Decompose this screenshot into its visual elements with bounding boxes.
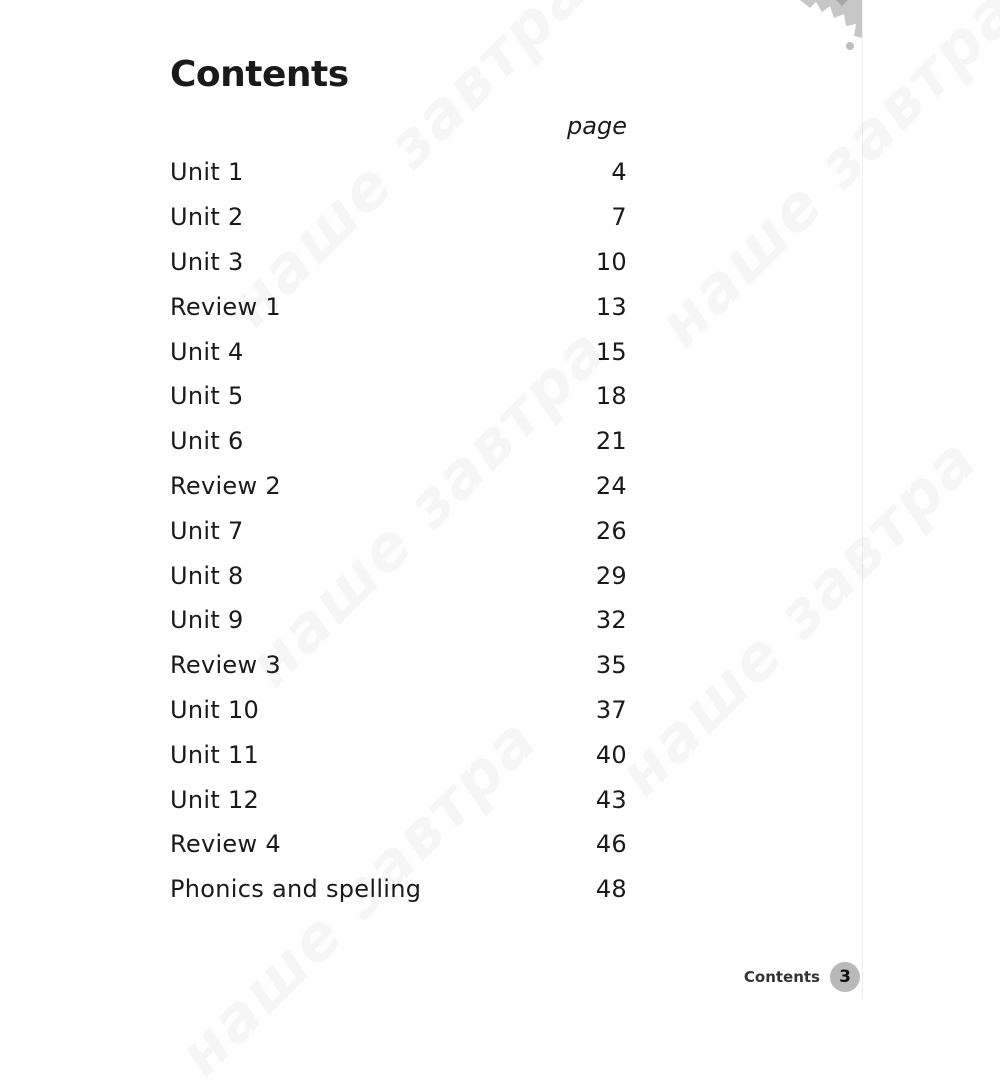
page-footer <box>700 960 860 994</box>
toc-entry[interactable] <box>170 643 627 688</box>
toc-entry[interactable] <box>170 329 627 374</box>
toc-entry-label: Unit 5 <box>170 382 244 411</box>
toc-entry-label: Unit 4 <box>170 337 244 366</box>
toc-entry[interactable] <box>170 553 627 598</box>
toc-entry[interactable] <box>170 284 627 329</box>
toc-entry-page: 40 <box>595 740 627 769</box>
page-column-header: page <box>567 112 627 140</box>
toc-entry-page: 29 <box>595 561 627 590</box>
toc-entry-page: 46 <box>595 830 627 859</box>
toc-entry[interactable] <box>170 598 627 643</box>
toc-entry[interactable] <box>170 240 627 285</box>
toc-entry-label: Unit 7 <box>170 516 244 545</box>
toc-entry-page: 37 <box>595 695 627 724</box>
table-of-contents <box>170 150 627 912</box>
toc-entry[interactable] <box>170 150 627 195</box>
toc-entry-page: 24 <box>595 471 627 500</box>
toc-entry-label: Unit 3 <box>170 247 244 276</box>
toc-entry[interactable] <box>170 195 627 240</box>
toc-entry-page: 13 <box>595 292 627 321</box>
toc-entry[interactable] <box>170 464 627 509</box>
toc-entry-page: 4 <box>611 158 627 187</box>
toc-entry[interactable] <box>170 508 627 553</box>
toc-entry-label: Unit 1 <box>170 158 244 187</box>
toc-entry-label: Unit 10 <box>170 695 260 724</box>
toc-entry[interactable] <box>170 688 627 733</box>
toc-entry-label: Unit 9 <box>170 606 244 635</box>
toc-entry-page: 43 <box>595 785 627 814</box>
toc-entry-page: 10 <box>595 247 627 276</box>
toc-entry-page: 32 <box>595 606 627 635</box>
toc-entry[interactable] <box>170 867 627 912</box>
page-title: Contents <box>170 54 349 95</box>
toc-entry-page: 7 <box>611 203 627 232</box>
toc-entry-label: Review 4 <box>170 830 281 859</box>
toc-entry[interactable] <box>170 777 627 822</box>
toc-entry[interactable] <box>170 419 627 464</box>
toc-entry-page: 35 <box>595 651 627 680</box>
toc-entry-page: 15 <box>595 337 627 366</box>
toc-entry-label: Unit 8 <box>170 561 244 590</box>
footer-section-label: Contents <box>743 968 820 986</box>
decorative-leaves-icon <box>790 0 862 58</box>
toc-entry-page: 48 <box>595 875 627 904</box>
page-number-badge: 3 <box>830 962 860 992</box>
toc-entry-label: Unit 6 <box>170 427 244 456</box>
corner-decoration <box>790 0 862 58</box>
toc-entry-label: Unit 11 <box>170 740 260 769</box>
toc-entry-label: Phonics and spelling <box>170 875 422 904</box>
toc-entry-label: Review 3 <box>170 651 281 680</box>
toc-entry-label: Review 2 <box>170 471 281 500</box>
toc-entry-label: Unit 2 <box>170 203 244 232</box>
toc-entry[interactable] <box>170 374 627 419</box>
toc-entry[interactable] <box>170 732 627 777</box>
toc-entry-label: Review 1 <box>170 292 281 321</box>
page-edge <box>862 0 1000 1000</box>
toc-entry[interactable] <box>170 822 627 867</box>
toc-entry-label: Unit 12 <box>170 785 260 814</box>
toc-entry-page: 26 <box>595 516 627 545</box>
toc-entry-page: 18 <box>595 382 627 411</box>
toc-entry-page: 21 <box>595 427 627 456</box>
